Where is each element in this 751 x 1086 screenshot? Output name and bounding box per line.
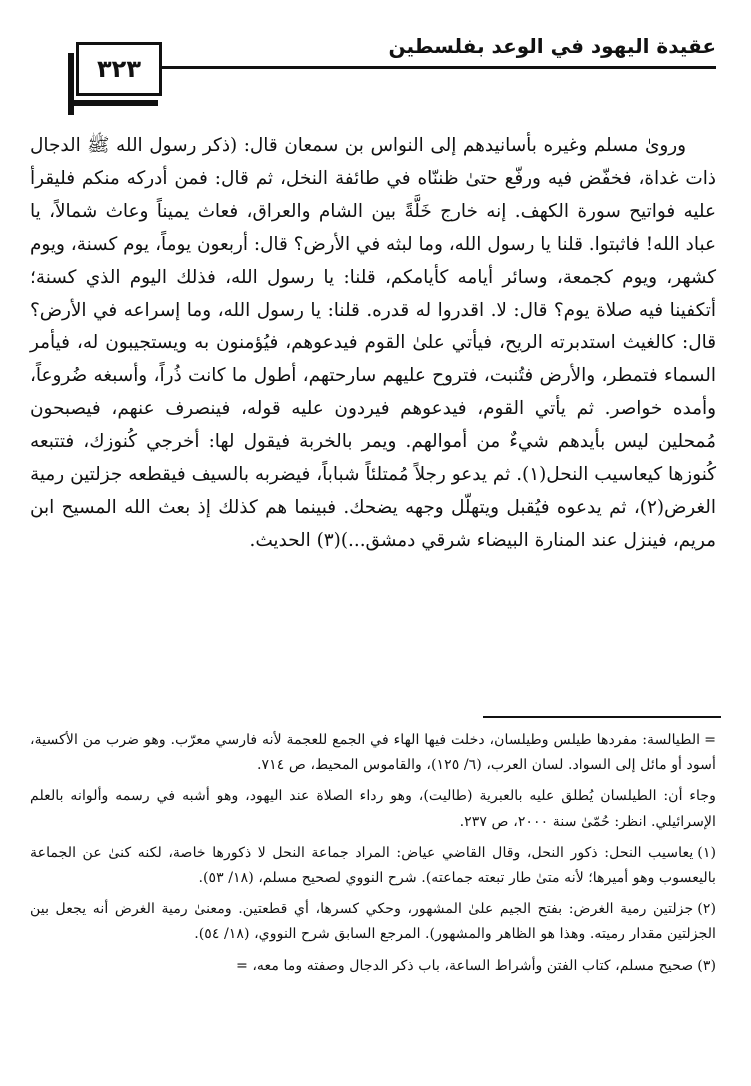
page-header — [76, 34, 716, 104]
body-text — [30, 130, 716, 558]
body-paragraph: وروىٰ مسلم وغيره بأسانيدهم إلى النواس بن سمعان قال: (ذكر رسول الله ﷺ الدجال ذات غداة، فخفّض فيه ورفّع حتىٰ ظننّاه في طائفة النخل، ثم قال: فمن أدركه منكم فليقرأ عليه فواتيح سورة الكهف. إنه خارج خَلَّةً بين الشام والعراق، فعاث يميناً وعاث شمالاً، يا عباد الله! فاثبتوا. قلنا يا رسول الله، وما لبثه في الأرض؟ قال: أربعون يوماً، يوم كسنة، ويوم كشهر، ويوم كجمعة، وسائر أيامه كأيامكم، قلنا: يا رسول الله، فذلك اليوم الذي كسنة؛ أتكفينا فيه صلاة يوم؟ قال: لا. اقدروا له قدره. قلنا: يا رسول الله، وما إسراعه في الأرض؟ قال: كالغيث استدبرته الريح، فيأتي علىٰ القوم فيدعوهم، فيُؤمنون به ويستجيبون له، فيأمر السماء فتمطر، والأرض فتُنبت، فتروح عليهم سارحتهم، أطول ما كانت ذُراً، وأسبغه ضُروعاً، وأمده خواصر. ثم يأتي القوم، فيدعوهم فيردون عليه قوله، فينصرف عنهم، فيصبحون مُمحلين ليس بأيدهم شيءٌ من أموالهم. ويمر بالخربة فيقول لها: أخرجي كُنوزك، فتتبعه كُنوزها كيعاسيب النحل(١). ثم يدعو رجلاً مُمتلئاً شباباً، فيضربه بالسيف فيقطعه جزلتين رمية الغرض(٢)، ثم يدعوه فيُقبل ويتهلّل وجهه يضحك. فبينما هم كذلك إذ بعث الله المسيح ابن مريم، فينزل عند المنارة البيضاء شرقي دمشق...)(٣) الحديث. — [30, 135, 716, 551]
running-title: عقيدة اليهود في الوعد بفلسطين — [388, 34, 716, 58]
footnote-continuation — [30, 728, 716, 778]
footnote-continuation-2 — [30, 784, 716, 834]
header-rule — [162, 66, 716, 69]
footnote-separator — [483, 716, 721, 718]
footnote-3 — [30, 954, 716, 979]
footnote-text: يعاسيب النحل: ذكور النحل، وقال القاضي عياض: المراد جماعة النحل لا ذكورها خاصة، لكنه كنىٰ عن الجماعة باليعسوب وهو أميرها؛ لأنه متىٰ طار تبعته جماعته). شرح النووي لصحيح مسلم، (١٨/ ٥٣). — [30, 844, 716, 887]
footnote-marker: (٣) — [697, 957, 716, 974]
page-number-box — [76, 42, 162, 96]
footnote-text: صحيح مسلم، كتاب الفتن وأشراط الساعة، باب ذكر الدجال وصفته وما معه، = — [235, 957, 694, 974]
page-number-box-shadow — [68, 100, 158, 106]
footnote-1 — [30, 841, 716, 891]
footnote-marker: (٢) — [697, 901, 716, 918]
footnote-text: وجاء أن: الطيلسان يُطلق عليه بالعبرية (طاليت)، وهو رداء الصلاة عند اليهود، وهو أشبه في رسمه وألوانه بالعلم الإسرائيلي. انظر: حُمّىٰ سنة ٢٠٠٠، ص ٢٣٧. — [30, 788, 716, 830]
footnotes — [30, 728, 716, 985]
footnote-marker: = — [704, 732, 716, 748]
footnote-text: الطيالسة: مفردها طيلس وطيلسان، دخلت فيها الهاء في الجمع للعجمة لأنه فارسي معرّب. وهو ضرب من الأكسية، أسود أو مائل إلى السواد. لسان العرب، (٦/ ١٢٥)، والقاموس المحيط، ص ٧١٤. — [30, 732, 716, 774]
page-number: ٣٢٣ — [97, 55, 141, 83]
footnote-2 — [30, 897, 716, 947]
footnote-marker: (١) — [697, 844, 716, 861]
footnote-text: جزلتين رمية الغرض: بفتح الجيم علىٰ المشهور، وحكي كسرها، أي قطعتين. ومعنىٰ رمية الغرض أنه يجعل بين الجزلتين مقدار رميته. وهذا هو الظاهر والمشهور). المرجع السابق شرح النووي، (١٨/ ٥٤). — [30, 901, 716, 943]
